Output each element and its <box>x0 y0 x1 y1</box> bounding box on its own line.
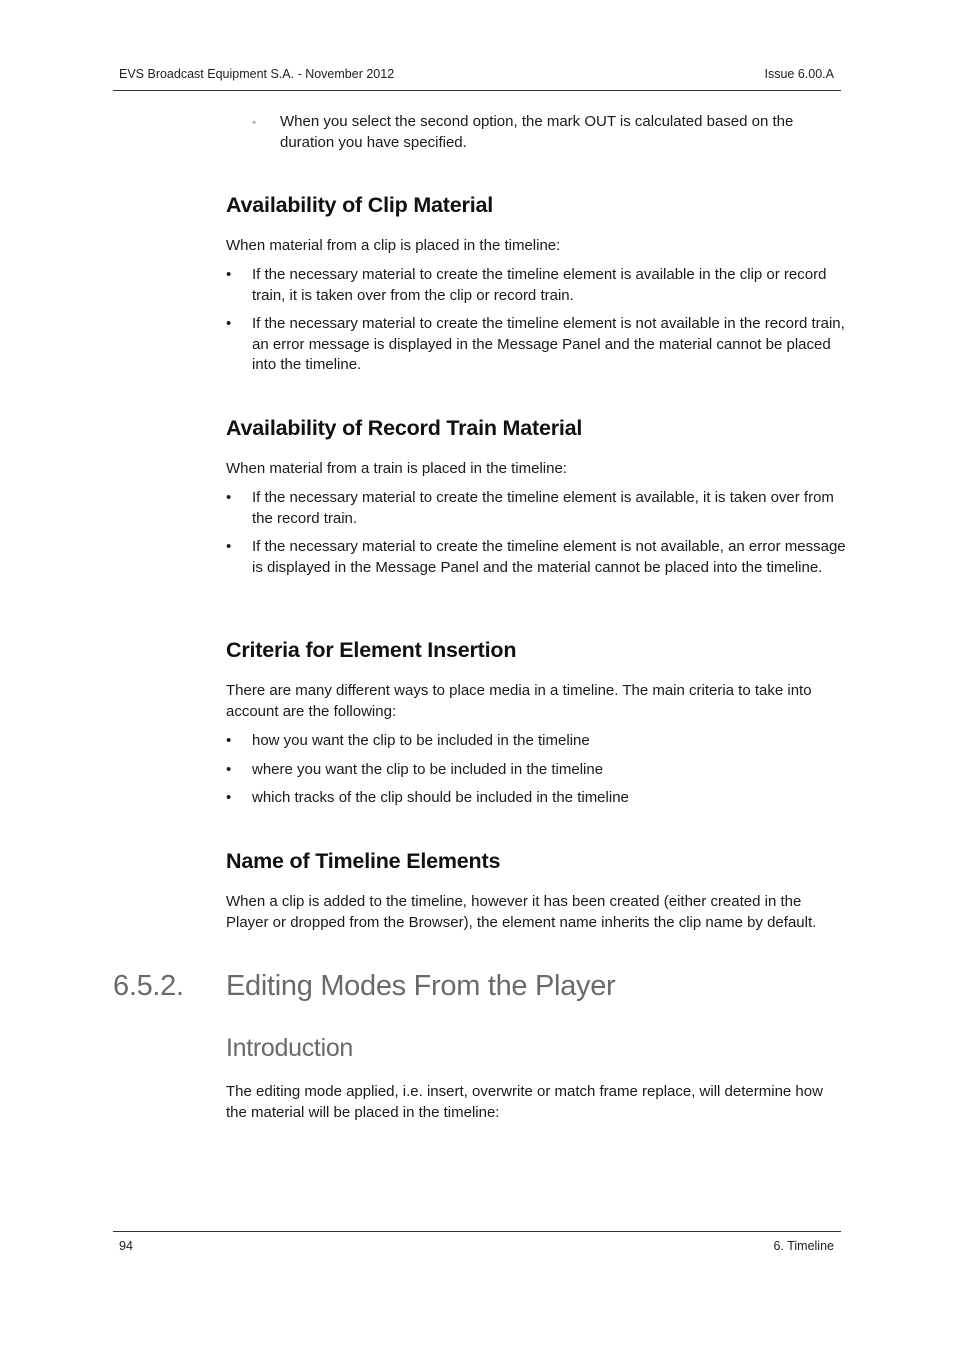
footer-chapter: 6. Timeline <box>773 1239 834 1253</box>
bullet-marker: • <box>226 732 232 749</box>
section-heading-clip-material: Availability of Clip Material <box>226 193 493 217</box>
section-heading-element-names: Name of Timeline Elements <box>226 849 501 873</box>
list-item-text: If the necessary material to create the timeline element is available in the clip or record train, it is taken over from the clip or record train. <box>252 266 827 304</box>
section-lead: There are many different ways to place media in a timeline. The main criteria to take into account are the following: <box>226 682 812 720</box>
list-item <box>226 265 846 306</box>
section-lead: When a clip is added to the timeline, however it has been created (either created in the Player or dropped from the Browser), the element name inherits the clip name by default. <box>226 893 817 931</box>
page-footer <box>113 1231 841 1253</box>
chapter-intro-paragraph: The editing mode applied, i.e. insert, overwrite or match frame replace, will determine how the material will be placed in the timeline: <box>226 1083 823 1121</box>
section-heading-criteria: Criteria for Element Insertion <box>226 638 517 662</box>
list-item-text: If the necessary material to create the timeline element is available, it is taken over from the record train. <box>252 489 834 527</box>
sub-bullet-item <box>252 112 846 153</box>
sub-bullet-marker: ◦ <box>252 115 257 129</box>
page-header <box>113 64 841 91</box>
page-number: 94 <box>119 1239 133 1253</box>
bullet-marker: • <box>226 789 232 806</box>
chapter-number: 6.5.2. <box>113 970 184 1002</box>
section-lead: When material from a clip is placed in the timeline: <box>226 237 561 254</box>
list-item-text: which tracks of the clip should be included in the timeline <box>252 789 629 806</box>
list-item-text: If the necessary material to create the timeline element is not available, an error message is displayed in the Message Panel and the material cannot be placed into the timeline. <box>252 538 846 576</box>
chapter-title: Editing Modes From the Player <box>226 970 616 1002</box>
bullet-marker: • <box>226 761 232 778</box>
list-item-text: how you want the clip to be included in the timeline <box>252 732 590 749</box>
section-lead: When material from a train is placed in the timeline: <box>226 460 567 477</box>
list-item <box>226 788 846 809</box>
list-item <box>226 731 846 752</box>
sub-bullet-text: When you select the second option, the mark OUT is calculated based on the duration you have specified. <box>280 113 794 151</box>
list-item-text: where you want the clip to be included in the timeline <box>252 761 604 778</box>
list-item <box>226 537 846 578</box>
section-heading-record-train: Availability of Record Train Material <box>226 416 583 440</box>
bullet-marker: • <box>226 489 232 506</box>
list-item <box>226 488 846 529</box>
header-issue: Issue 6.00.A <box>764 67 834 81</box>
bullet-marker: • <box>226 266 232 283</box>
list-item <box>226 314 846 376</box>
bullet-marker: • <box>226 538 232 555</box>
list-item <box>226 760 846 781</box>
chapter-subheading: Introduction <box>226 1034 354 1062</box>
bullet-marker: • <box>226 315 232 332</box>
header-publisher: EVS Broadcast Equipment S.A. - November 2012 <box>119 67 395 81</box>
list-item-text: If the necessary material to create the timeline element is not available in the record train, an error message is displayed in the Message Panel and the material cannot be placed into the timeline. <box>252 315 845 373</box>
